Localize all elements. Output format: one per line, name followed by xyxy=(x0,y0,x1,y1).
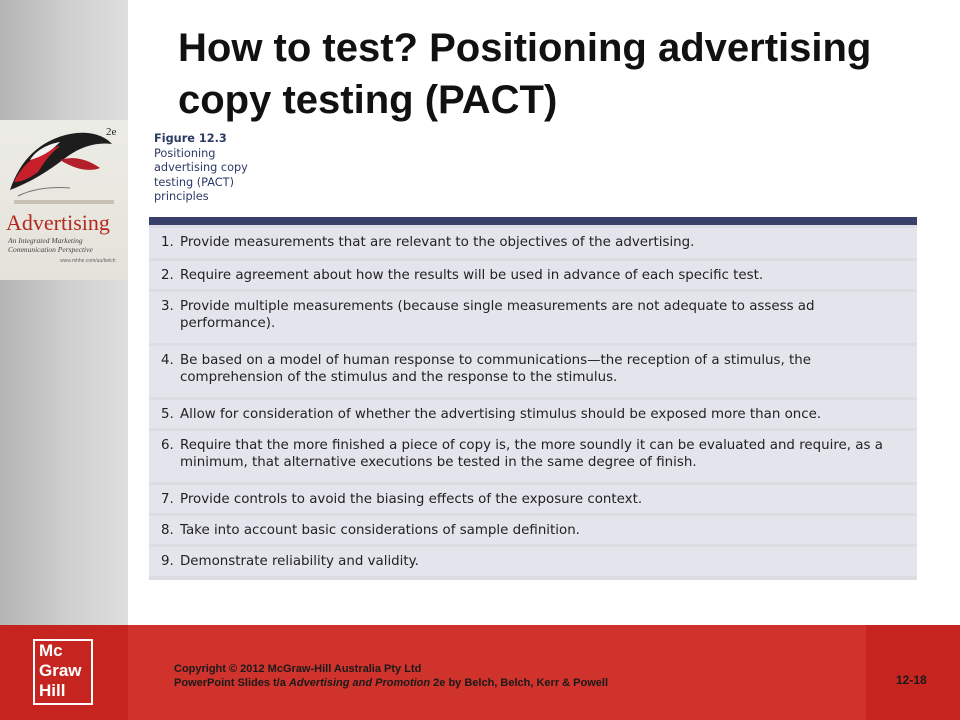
principle-number: 5. xyxy=(161,407,174,422)
principle-number: 6. xyxy=(161,438,174,453)
mcgraw-hill-logo xyxy=(33,639,93,705)
principle-text: Be based on a model of human response to communications—the reception of a stimulus, the comprehension of the stimulus and the response to the stimulus. xyxy=(180,353,812,385)
cover-edition: 2e xyxy=(106,126,117,138)
footer-left-panel xyxy=(0,625,128,720)
principle-row xyxy=(149,400,917,428)
book-cover-image xyxy=(0,120,128,280)
slides-prefix: PowerPoint Slides t/a xyxy=(174,677,289,689)
principle-row xyxy=(149,292,917,343)
slides-book-title: Advertising and Promotion xyxy=(288,677,431,689)
principle-number: 2. xyxy=(161,268,174,283)
slide-title: How to test? Positioning advertising copy testing (PACT) xyxy=(178,26,872,122)
copyright-notice xyxy=(174,662,608,690)
principle-row xyxy=(149,431,917,482)
figure-caption xyxy=(154,132,254,205)
principle-text: Allow for consideration of whether the advertising stimulus should be exposed more than once. xyxy=(180,407,822,422)
principle-row xyxy=(149,261,917,289)
principle-row xyxy=(149,516,917,544)
left-sidebar xyxy=(0,0,128,625)
principle-text: Take into account basic considerations of sample definition. xyxy=(180,523,580,538)
principle-text: Provide controls to avoid the biasing effects of the exposure context. xyxy=(180,492,643,507)
principle-text: Require that the more finished a piece of copy is, the more soundly it can be evaluated and require, as a minimum, that alternative executions be tested in the same degree of finish. xyxy=(180,438,883,470)
pact-principles-table xyxy=(149,217,917,580)
principle-text: Provide measurements that are relevant to the objectives of the advertising. xyxy=(180,235,695,250)
principle-number: 9. xyxy=(161,554,174,569)
logo-line: Mc xyxy=(39,641,63,660)
slide-number: 12-18 xyxy=(896,673,927,687)
copyright-line: Copyright © 2012 McGraw-Hill Australia Pty Ltd xyxy=(174,663,422,675)
principle-number: 4. xyxy=(161,353,174,368)
cover-subtitle: An Integrated Marketing Communication Perspective xyxy=(8,236,93,254)
slides-suffix: 2e by Belch, Belch, Kerr & Powell xyxy=(430,677,609,689)
principle-row xyxy=(149,547,917,576)
logo-line: Hill xyxy=(39,681,66,700)
cover-title: Advertising xyxy=(6,210,110,235)
principle-text: Require agreement about how the results will be used in advance of each specific test. xyxy=(180,268,764,283)
figure-caption-text: Positioning advertising copy testing (PACT) principles xyxy=(154,146,248,204)
principle-number: 3. xyxy=(161,299,174,314)
principle-row xyxy=(149,228,917,258)
principle-number: 7. xyxy=(161,492,174,507)
principle-text: Demonstrate reliability and validity. xyxy=(180,554,419,569)
principle-text: Provide multiple measurements (because single measurements are not adequate to assess ad performance). xyxy=(180,299,815,331)
figure-number: Figure 12.3 xyxy=(154,132,227,145)
cover-url: www.mhhe.com/au/belch xyxy=(60,258,116,264)
principle-row xyxy=(149,485,917,513)
table-header-bar xyxy=(149,217,917,225)
logo-line: Graw xyxy=(39,661,82,680)
principle-number: 1. xyxy=(161,235,174,250)
principle-row xyxy=(149,346,917,397)
principle-number: 8. xyxy=(161,523,174,538)
